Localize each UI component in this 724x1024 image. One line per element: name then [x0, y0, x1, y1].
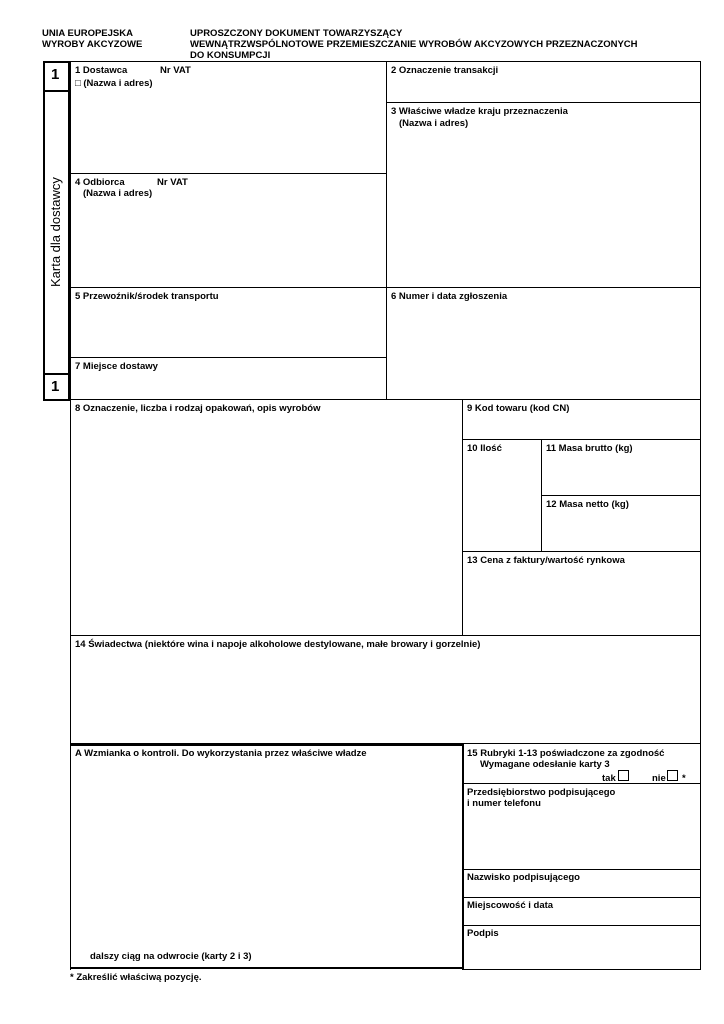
field-15-no-checkbox[interactable]	[667, 770, 678, 781]
field-12-label: 12 Masa netto (kg)	[546, 499, 629, 510]
field-5-label: 5 Przewoźnik/środek transportu	[75, 291, 219, 302]
field-A-input[interactable]	[71, 760, 462, 945]
field-7-label: 7 Miejsce dostawy	[75, 361, 158, 372]
side-strip-divider-top	[43, 90, 70, 92]
footnote: * Zakreślić właściwą pozycję.	[70, 972, 202, 983]
field-10-input[interactable]	[463, 455, 541, 551]
field-3-sub: (Nazwa i adres)	[399, 118, 469, 129]
field-15-star: *	[682, 773, 686, 784]
grid-line-place-signature	[462, 925, 701, 926]
field-3-input[interactable]	[387, 131, 700, 287]
copy-number-bottom: 1	[51, 378, 60, 395]
grid-line-2-3	[386, 102, 701, 103]
grid-line-9-10	[462, 439, 701, 440]
field-8-input[interactable]	[71, 415, 462, 635]
field-11-label: 11 Masa brutto (kg)	[546, 443, 633, 454]
field-15-label: 15 Rubryki 1-13 poświadczone za zgodność	[467, 748, 665, 759]
field-1-vat-label: Nr VAT	[160, 65, 191, 76]
field-10-label: 10 Ilość	[467, 443, 502, 454]
grid-line-company-name	[462, 869, 701, 870]
grid-control-box-top	[70, 744, 464, 746]
field-A-label: A Wzmianka o kontroli. Do wykorzystania przez właściwe władze	[75, 748, 367, 759]
field-4-label: 4 Odbiorca	[75, 177, 125, 188]
field-5-input[interactable]	[71, 303, 386, 357]
field-2-input[interactable]	[387, 77, 700, 102]
document-title-line2: WEWNĄTRZWSPÓLNOTOWE PRZEMIESZCZANIE WYROBÓW AKCYZOWYCH PRZEZNACZONYCH	[190, 39, 638, 50]
field-8-label: 8 Oznaczenie, liczba i rodzaj opakowań, opis wyrobów	[75, 403, 321, 414]
header-excise: WYROBY AKCYZOWE	[42, 39, 143, 50]
field-9-label: 9 Kod towaru (kod CN)	[467, 403, 570, 414]
field-4-sub: (Nazwa i adres)	[83, 188, 153, 199]
field-2-label: 2 Oznaczenie transakcji	[391, 65, 499, 76]
field-6-input[interactable]	[387, 303, 700, 399]
document-title-line3: DO KONSUMPCJI	[190, 50, 271, 61]
signature-label: Podpis	[467, 928, 499, 939]
side-strip-left	[43, 61, 45, 401]
field-A-footer: dalszy ciąg na odwrocie (karty 2 i 3)	[90, 951, 252, 962]
field-4-input[interactable]	[71, 200, 386, 287]
copy-label-vertical: Karta dla dostawcy	[48, 177, 63, 287]
grid-line-12-13	[462, 551, 701, 552]
field-3-label: 3 Właściwe władze kraju przeznaczenia	[391, 106, 568, 117]
place-date-input[interactable]	[463, 912, 700, 925]
field-15-sub: Wymagane odesłanie karty 3	[480, 759, 610, 770]
field-13-input[interactable]	[463, 567, 700, 635]
field-15-yes-label: tak	[602, 773, 616, 784]
company-label-line1: Przedsiębiorstwo podpisującego	[467, 787, 616, 798]
field-7-input[interactable]	[71, 373, 386, 399]
side-strip-bottom	[43, 399, 70, 401]
header-eu: UNIA EUROPEJSKA	[42, 28, 133, 39]
side-strip-divider-bottom	[43, 373, 70, 375]
grid-line-5-7	[70, 357, 387, 358]
field-14-input[interactable]	[71, 651, 700, 743]
field-12-input[interactable]	[542, 511, 700, 551]
company-label-line2: i numer telefonu	[467, 798, 541, 809]
grid-line-7-8	[70, 399, 701, 400]
field-1-sub: □ (Nazwa i adres)	[75, 78, 153, 89]
grid-line-11-12	[541, 495, 701, 496]
grid-line-1-4	[70, 173, 387, 174]
field-4-vat-label: Nr VAT	[157, 177, 188, 188]
copy-number-top: 1	[51, 66, 60, 83]
grid-line-name-place	[462, 897, 701, 898]
field-15-yes-checkbox[interactable]	[618, 770, 629, 781]
signature-input[interactable]	[463, 940, 700, 969]
field-1-input[interactable]	[70, 90, 386, 172]
grid-bottom-right	[462, 969, 701, 970]
signer-name-input[interactable]	[463, 884, 700, 897]
grid-line-4-5	[70, 287, 701, 288]
company-input[interactable]	[463, 810, 700, 869]
grid-right	[700, 61, 701, 970]
document-title-line1: UPROSZCZONY DOKUMENT TOWARZYSZĄCY	[190, 28, 403, 39]
field-13-label: 13 Cena z faktury/wartość rynkowa	[467, 555, 625, 566]
side-strip-top	[43, 61, 70, 63]
field-6-label: 6 Numer i data zgłoszenia	[391, 291, 508, 302]
field-15-no-label: nie	[652, 773, 666, 784]
field-14-label: 14 Świadectwa (niektóre wina i napoje alkoholowe destylowane, małe browary i gorzelnie)	[75, 639, 481, 650]
field-1-label: 1 Dostawca	[75, 65, 128, 76]
field-9-input[interactable]	[463, 415, 700, 439]
field-11-input[interactable]	[542, 455, 700, 495]
signer-name-label: Nazwisko podpisującego	[467, 872, 580, 883]
grid-control-box-bottom	[70, 967, 464, 969]
place-date-label: Miejscowość i data	[467, 900, 554, 911]
grid-line-13-14	[70, 635, 701, 636]
